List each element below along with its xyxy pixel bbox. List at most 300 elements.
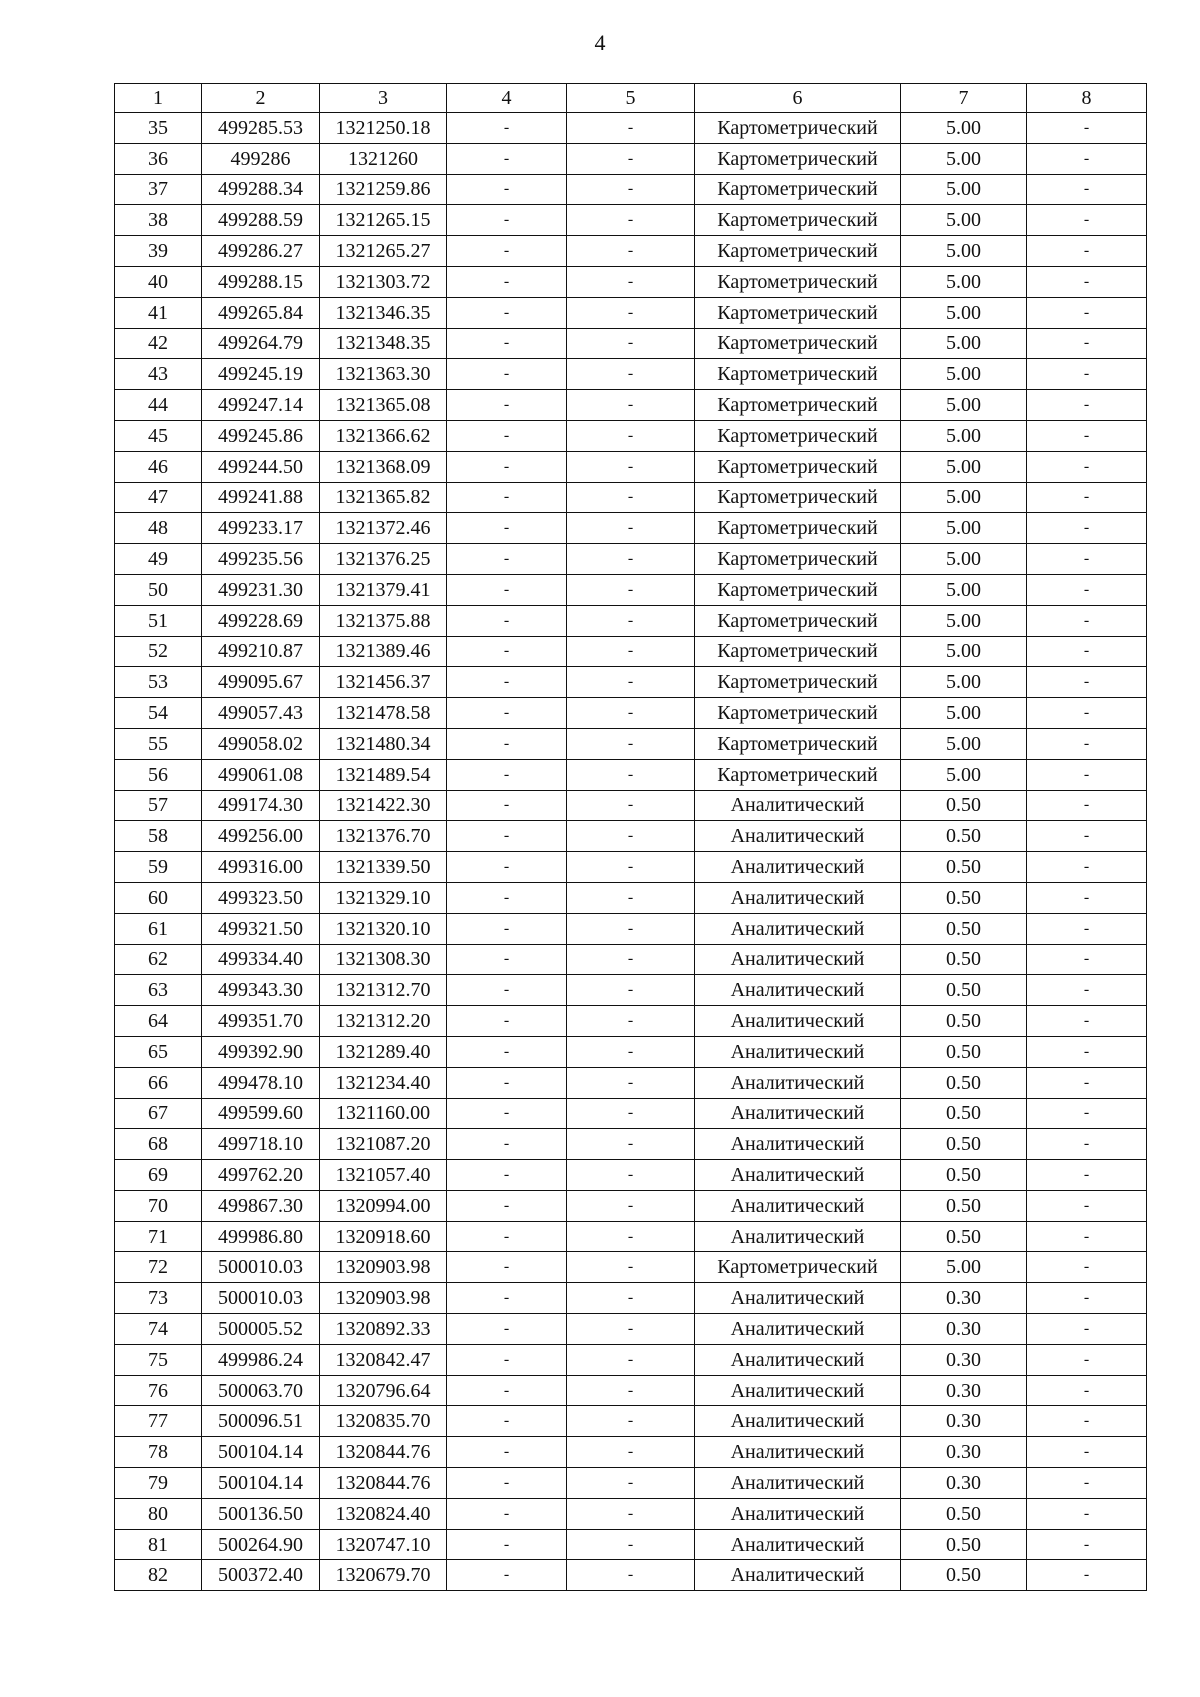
method-cell: Аналитический — [695, 821, 901, 852]
point-number-cell: 37 — [115, 174, 202, 205]
col-5-value-cell: - — [567, 667, 695, 698]
col-5-value-cell: - — [567, 482, 695, 513]
table-row — [115, 1098, 1147, 1129]
accuracy-cell: 5.00 — [901, 513, 1027, 544]
table-row — [115, 1314, 1147, 1345]
table-row — [115, 1160, 1147, 1191]
col-8-value-cell: - — [1027, 1468, 1147, 1499]
accuracy-cell: 0.50 — [901, 1036, 1027, 1067]
col-5-value-cell: - — [567, 513, 695, 544]
col-4-value-cell: - — [447, 1006, 567, 1037]
point-number-cell: 40 — [115, 266, 202, 297]
table-row — [115, 174, 1147, 205]
col-8-value-cell: - — [1027, 728, 1147, 759]
col-5-value-cell: - — [567, 205, 695, 236]
accuracy-cell: 0.50 — [901, 1067, 1027, 1098]
x-coordinate-cell: 499058.02 — [202, 728, 320, 759]
point-number-cell: 50 — [115, 574, 202, 605]
col-4-value-cell: - — [447, 913, 567, 944]
table-row — [115, 328, 1147, 359]
table-row — [115, 574, 1147, 605]
col-5-value-cell: - — [567, 1344, 695, 1375]
method-cell: Аналитический — [695, 913, 901, 944]
y-coordinate-cell: 1320679.70 — [320, 1560, 447, 1591]
col-8-value-cell: - — [1027, 882, 1147, 913]
column-header: 3 — [320, 84, 447, 113]
table-row — [115, 359, 1147, 390]
col-8-value-cell: - — [1027, 359, 1147, 390]
accuracy-cell: 0.50 — [901, 1160, 1027, 1191]
y-coordinate-cell: 1321379.41 — [320, 574, 447, 605]
col-5-value-cell: - — [567, 1468, 695, 1499]
column-header: 2 — [202, 84, 320, 113]
col-4-value-cell: - — [447, 1437, 567, 1468]
col-4-value-cell: - — [447, 759, 567, 790]
y-coordinate-cell: 1320844.76 — [320, 1437, 447, 1468]
method-cell: Картометрический — [695, 174, 901, 205]
x-coordinate-cell: 499323.50 — [202, 882, 320, 913]
point-number-cell: 52 — [115, 636, 202, 667]
point-number-cell: 43 — [115, 359, 202, 390]
x-coordinate-cell: 499288.59 — [202, 205, 320, 236]
col-5-value-cell: - — [567, 975, 695, 1006]
col-5-value-cell: - — [567, 1560, 695, 1591]
point-number-cell: 64 — [115, 1006, 202, 1037]
col-8-value-cell: - — [1027, 390, 1147, 421]
x-coordinate-cell: 499321.50 — [202, 913, 320, 944]
method-cell: Аналитический — [695, 1314, 901, 1345]
col-4-value-cell: - — [447, 882, 567, 913]
accuracy-cell: 0.50 — [901, 975, 1027, 1006]
point-number-cell: 73 — [115, 1283, 202, 1314]
accuracy-cell: 0.30 — [901, 1468, 1027, 1499]
col-4-value-cell: - — [447, 1529, 567, 1560]
method-cell: Картометрический — [695, 513, 901, 544]
col-8-value-cell: - — [1027, 759, 1147, 790]
x-coordinate-cell: 500136.50 — [202, 1498, 320, 1529]
y-coordinate-cell: 1321363.30 — [320, 359, 447, 390]
point-number-cell: 36 — [115, 143, 202, 174]
col-4-value-cell: - — [447, 975, 567, 1006]
col-4-value-cell: - — [447, 1129, 567, 1160]
table-row — [115, 113, 1147, 144]
accuracy-cell: 0.50 — [901, 1221, 1027, 1252]
x-coordinate-cell: 499288.15 — [202, 266, 320, 297]
table-row — [115, 882, 1147, 913]
col-5-value-cell: - — [567, 1067, 695, 1098]
col-5-value-cell: - — [567, 451, 695, 482]
col-8-value-cell: - — [1027, 513, 1147, 544]
accuracy-cell: 0.50 — [901, 913, 1027, 944]
method-cell: Аналитический — [695, 1098, 901, 1129]
y-coordinate-cell: 1321160.00 — [320, 1098, 447, 1129]
y-coordinate-cell: 1320835.70 — [320, 1406, 447, 1437]
table-row — [115, 297, 1147, 328]
col-5-value-cell: - — [567, 636, 695, 667]
y-coordinate-cell: 1320994.00 — [320, 1190, 447, 1221]
method-cell: Аналитический — [695, 1498, 901, 1529]
accuracy-cell: 5.00 — [901, 1252, 1027, 1283]
accuracy-cell: 5.00 — [901, 574, 1027, 605]
col-8-value-cell: - — [1027, 297, 1147, 328]
col-8-value-cell: - — [1027, 790, 1147, 821]
y-coordinate-cell: 1321312.70 — [320, 975, 447, 1006]
col-8-value-cell: - — [1027, 451, 1147, 482]
x-coordinate-cell: 499343.30 — [202, 975, 320, 1006]
y-coordinate-cell: 1320903.98 — [320, 1252, 447, 1283]
y-coordinate-cell: 1321366.62 — [320, 420, 447, 451]
y-coordinate-cell: 1320796.64 — [320, 1375, 447, 1406]
col-4-value-cell: - — [447, 667, 567, 698]
accuracy-cell: 0.50 — [901, 1529, 1027, 1560]
table-row — [115, 266, 1147, 297]
x-coordinate-cell: 499247.14 — [202, 390, 320, 421]
col-8-value-cell: - — [1027, 667, 1147, 698]
col-8-value-cell: - — [1027, 266, 1147, 297]
x-coordinate-cell: 499288.34 — [202, 174, 320, 205]
point-number-cell: 44 — [115, 390, 202, 421]
col-5-value-cell: - — [567, 1437, 695, 1468]
table-row — [115, 420, 1147, 451]
point-number-cell: 67 — [115, 1098, 202, 1129]
point-number-cell: 75 — [115, 1344, 202, 1375]
method-cell: Картометрический — [695, 605, 901, 636]
x-coordinate-cell: 500096.51 — [202, 1406, 320, 1437]
point-number-cell: 53 — [115, 667, 202, 698]
col-4-value-cell: - — [447, 451, 567, 482]
point-number-cell: 69 — [115, 1160, 202, 1191]
col-4-value-cell: - — [447, 1560, 567, 1591]
column-header: 5 — [567, 84, 695, 113]
col-4-value-cell: - — [447, 574, 567, 605]
accuracy-cell: 5.00 — [901, 636, 1027, 667]
point-number-cell: 47 — [115, 482, 202, 513]
column-header: 7 — [901, 84, 1027, 113]
table-row — [115, 1283, 1147, 1314]
col-8-value-cell: - — [1027, 1252, 1147, 1283]
y-coordinate-cell: 1320844.76 — [320, 1468, 447, 1499]
x-coordinate-cell: 499174.30 — [202, 790, 320, 821]
column-header: 6 — [695, 84, 901, 113]
accuracy-cell: 5.00 — [901, 205, 1027, 236]
method-cell: Картометрический — [695, 420, 901, 451]
method-cell: Аналитический — [695, 1406, 901, 1437]
point-number-cell: 51 — [115, 605, 202, 636]
col-8-value-cell: - — [1027, 1006, 1147, 1037]
x-coordinate-cell: 499233.17 — [202, 513, 320, 544]
col-4-value-cell: - — [447, 636, 567, 667]
table-row — [115, 513, 1147, 544]
accuracy-cell: 5.00 — [901, 143, 1027, 174]
table-row — [115, 1252, 1147, 1283]
method-cell: Картометрический — [695, 390, 901, 421]
col-8-value-cell: - — [1027, 1098, 1147, 1129]
table-row — [115, 1221, 1147, 1252]
method-cell: Аналитический — [695, 790, 901, 821]
method-cell: Картометрический — [695, 728, 901, 759]
col-5-value-cell: - — [567, 882, 695, 913]
coordinates-table — [114, 83, 1147, 1591]
accuracy-cell: 0.30 — [901, 1437, 1027, 1468]
method-cell: Картометрический — [695, 236, 901, 267]
method-cell: Аналитический — [695, 944, 901, 975]
accuracy-cell: 5.00 — [901, 759, 1027, 790]
y-coordinate-cell: 1321456.37 — [320, 667, 447, 698]
method-cell: Картометрический — [695, 636, 901, 667]
point-number-cell: 58 — [115, 821, 202, 852]
method-cell: Аналитический — [695, 1006, 901, 1037]
col-5-value-cell: - — [567, 698, 695, 729]
col-5-value-cell: - — [567, 390, 695, 421]
point-number-cell: 38 — [115, 205, 202, 236]
col-5-value-cell: - — [567, 143, 695, 174]
y-coordinate-cell: 1321478.58 — [320, 698, 447, 729]
col-5-value-cell: - — [567, 174, 695, 205]
point-number-cell: 65 — [115, 1036, 202, 1067]
table-row — [115, 1529, 1147, 1560]
table-row — [115, 1190, 1147, 1221]
table-row — [115, 1067, 1147, 1098]
col-5-value-cell: - — [567, 852, 695, 883]
x-coordinate-cell: 499599.60 — [202, 1098, 320, 1129]
table-row — [115, 975, 1147, 1006]
method-cell: Аналитический — [695, 1437, 901, 1468]
x-coordinate-cell: 499351.70 — [202, 1006, 320, 1037]
y-coordinate-cell: 1320747.10 — [320, 1529, 447, 1560]
x-coordinate-cell: 500264.90 — [202, 1529, 320, 1560]
col-4-value-cell: - — [447, 1160, 567, 1191]
col-5-value-cell: - — [567, 1498, 695, 1529]
col-8-value-cell: - — [1027, 544, 1147, 575]
table-row — [115, 605, 1147, 636]
accuracy-cell: 0.50 — [901, 1129, 1027, 1160]
method-cell: Картометрический — [695, 544, 901, 575]
x-coordinate-cell: 499392.90 — [202, 1036, 320, 1067]
accuracy-cell: 5.00 — [901, 667, 1027, 698]
col-5-value-cell: - — [567, 1375, 695, 1406]
col-4-value-cell: - — [447, 297, 567, 328]
accuracy-cell: 5.00 — [901, 236, 1027, 267]
col-5-value-cell: - — [567, 1252, 695, 1283]
point-number-cell: 76 — [115, 1375, 202, 1406]
col-4-value-cell: - — [447, 420, 567, 451]
method-cell: Картометрический — [695, 698, 901, 729]
y-coordinate-cell: 1321375.88 — [320, 605, 447, 636]
accuracy-cell: 5.00 — [901, 451, 1027, 482]
x-coordinate-cell: 499061.08 — [202, 759, 320, 790]
point-number-cell: 63 — [115, 975, 202, 1006]
accuracy-cell: 0.30 — [901, 1406, 1027, 1437]
x-coordinate-cell: 499264.79 — [202, 328, 320, 359]
col-8-value-cell: - — [1027, 1190, 1147, 1221]
col-5-value-cell: - — [567, 821, 695, 852]
col-8-value-cell: - — [1027, 174, 1147, 205]
col-5-value-cell: - — [567, 297, 695, 328]
table-row — [115, 1560, 1147, 1591]
col-5-value-cell: - — [567, 790, 695, 821]
x-coordinate-cell: 499762.20 — [202, 1160, 320, 1191]
x-coordinate-cell: 499286.27 — [202, 236, 320, 267]
y-coordinate-cell: 1321346.35 — [320, 297, 447, 328]
col-5-value-cell: - — [567, 605, 695, 636]
method-cell: Аналитический — [695, 975, 901, 1006]
table-row — [115, 1006, 1147, 1037]
table-row — [115, 728, 1147, 759]
table-row — [115, 1344, 1147, 1375]
method-cell: Аналитический — [695, 1221, 901, 1252]
table-row — [115, 1036, 1147, 1067]
method-cell: Аналитический — [695, 1190, 901, 1221]
method-cell: Аналитический — [695, 1529, 901, 1560]
col-8-value-cell: - — [1027, 944, 1147, 975]
accuracy-cell: 5.00 — [901, 544, 1027, 575]
col-4-value-cell: - — [447, 390, 567, 421]
col-8-value-cell: - — [1027, 482, 1147, 513]
y-coordinate-cell: 1321312.20 — [320, 1006, 447, 1037]
point-number-cell: 60 — [115, 882, 202, 913]
col-4-value-cell: - — [447, 1252, 567, 1283]
y-coordinate-cell: 1321368.09 — [320, 451, 447, 482]
x-coordinate-cell: 499245.19 — [202, 359, 320, 390]
method-cell: Картометрический — [695, 667, 901, 698]
point-number-cell: 72 — [115, 1252, 202, 1283]
col-8-value-cell: - — [1027, 1498, 1147, 1529]
x-coordinate-cell: 499286 — [202, 143, 320, 174]
table-row — [115, 790, 1147, 821]
col-8-value-cell: - — [1027, 1129, 1147, 1160]
table-row — [115, 1375, 1147, 1406]
point-number-cell: 81 — [115, 1529, 202, 1560]
col-4-value-cell: - — [447, 728, 567, 759]
method-cell: Аналитический — [695, 1283, 901, 1314]
col-4-value-cell: - — [447, 1498, 567, 1529]
column-header: 4 — [447, 84, 567, 113]
y-coordinate-cell: 1321480.34 — [320, 728, 447, 759]
col-4-value-cell: - — [447, 1375, 567, 1406]
method-cell: Картометрический — [695, 759, 901, 790]
y-coordinate-cell: 1321234.40 — [320, 1067, 447, 1098]
point-number-cell: 78 — [115, 1437, 202, 1468]
accuracy-cell: 5.00 — [901, 482, 1027, 513]
y-coordinate-cell: 1321348.35 — [320, 328, 447, 359]
y-coordinate-cell: 1321376.25 — [320, 544, 447, 575]
accuracy-cell: 0.50 — [901, 944, 1027, 975]
col-5-value-cell: - — [567, 1314, 695, 1345]
accuracy-cell: 0.50 — [901, 1560, 1027, 1591]
table-row — [115, 451, 1147, 482]
x-coordinate-cell: 499235.56 — [202, 544, 320, 575]
col-4-value-cell: - — [447, 359, 567, 390]
point-number-cell: 77 — [115, 1406, 202, 1437]
x-coordinate-cell: 499986.24 — [202, 1344, 320, 1375]
accuracy-cell: 0.50 — [901, 1098, 1027, 1129]
col-8-value-cell: - — [1027, 975, 1147, 1006]
col-5-value-cell: - — [567, 420, 695, 451]
col-5-value-cell: - — [567, 113, 695, 144]
y-coordinate-cell: 1321289.40 — [320, 1036, 447, 1067]
col-8-value-cell: - — [1027, 852, 1147, 883]
point-number-cell: 46 — [115, 451, 202, 482]
y-coordinate-cell: 1321320.10 — [320, 913, 447, 944]
y-coordinate-cell: 1321422.30 — [320, 790, 447, 821]
point-number-cell: 57 — [115, 790, 202, 821]
accuracy-cell: 0.50 — [901, 852, 1027, 883]
col-5-value-cell: - — [567, 1190, 695, 1221]
accuracy-cell: 5.00 — [901, 328, 1027, 359]
point-number-cell: 71 — [115, 1221, 202, 1252]
col-8-value-cell: - — [1027, 420, 1147, 451]
point-number-cell: 41 — [115, 297, 202, 328]
col-8-value-cell: - — [1027, 1314, 1147, 1345]
col-4-value-cell: - — [447, 174, 567, 205]
y-coordinate-cell: 1320918.60 — [320, 1221, 447, 1252]
point-number-cell: 56 — [115, 759, 202, 790]
col-5-value-cell: - — [567, 544, 695, 575]
accuracy-cell: 0.30 — [901, 1283, 1027, 1314]
y-coordinate-cell: 1321365.08 — [320, 390, 447, 421]
accuracy-cell: 5.00 — [901, 728, 1027, 759]
method-cell: Картометрический — [695, 574, 901, 605]
y-coordinate-cell: 1320892.33 — [320, 1314, 447, 1345]
x-coordinate-cell: 500010.03 — [202, 1283, 320, 1314]
column-header: 1 — [115, 84, 202, 113]
y-coordinate-cell: 1320824.40 — [320, 1498, 447, 1529]
method-cell: Картометрический — [695, 205, 901, 236]
accuracy-cell: 5.00 — [901, 420, 1027, 451]
x-coordinate-cell: 500372.40 — [202, 1560, 320, 1591]
col-5-value-cell: - — [567, 1129, 695, 1160]
table-row — [115, 205, 1147, 236]
col-4-value-cell: - — [447, 1344, 567, 1375]
col-4-value-cell: - — [447, 482, 567, 513]
x-coordinate-cell: 499244.50 — [202, 451, 320, 482]
col-5-value-cell: - — [567, 1406, 695, 1437]
x-coordinate-cell: 499245.86 — [202, 420, 320, 451]
x-coordinate-cell: 499478.10 — [202, 1067, 320, 1098]
col-8-value-cell: - — [1027, 1437, 1147, 1468]
accuracy-cell: 5.00 — [901, 698, 1027, 729]
method-cell: Аналитический — [695, 882, 901, 913]
col-4-value-cell: - — [447, 544, 567, 575]
col-4-value-cell: - — [447, 1406, 567, 1437]
col-8-value-cell: - — [1027, 636, 1147, 667]
table-row — [115, 636, 1147, 667]
col-4-value-cell: - — [447, 113, 567, 144]
method-cell: Аналитический — [695, 1129, 901, 1160]
col-5-value-cell: - — [567, 944, 695, 975]
table-row — [115, 1437, 1147, 1468]
y-coordinate-cell: 1321057.40 — [320, 1160, 447, 1191]
table-row — [115, 143, 1147, 174]
col-8-value-cell: - — [1027, 1344, 1147, 1375]
method-cell: Аналитический — [695, 1344, 901, 1375]
y-coordinate-cell: 1320903.98 — [320, 1283, 447, 1314]
table-row — [115, 1468, 1147, 1499]
accuracy-cell: 0.50 — [901, 882, 1027, 913]
y-coordinate-cell: 1321259.86 — [320, 174, 447, 205]
col-4-value-cell: - — [447, 852, 567, 883]
col-8-value-cell: - — [1027, 1160, 1147, 1191]
method-cell: Картометрический — [695, 1252, 901, 1283]
x-coordinate-cell: 499316.00 — [202, 852, 320, 883]
method-cell: Аналитический — [695, 1468, 901, 1499]
point-number-cell: 62 — [115, 944, 202, 975]
accuracy-cell: 5.00 — [901, 174, 1027, 205]
table-row — [115, 852, 1147, 883]
col-4-value-cell: - — [447, 1221, 567, 1252]
col-8-value-cell: - — [1027, 1221, 1147, 1252]
table-row — [115, 390, 1147, 421]
